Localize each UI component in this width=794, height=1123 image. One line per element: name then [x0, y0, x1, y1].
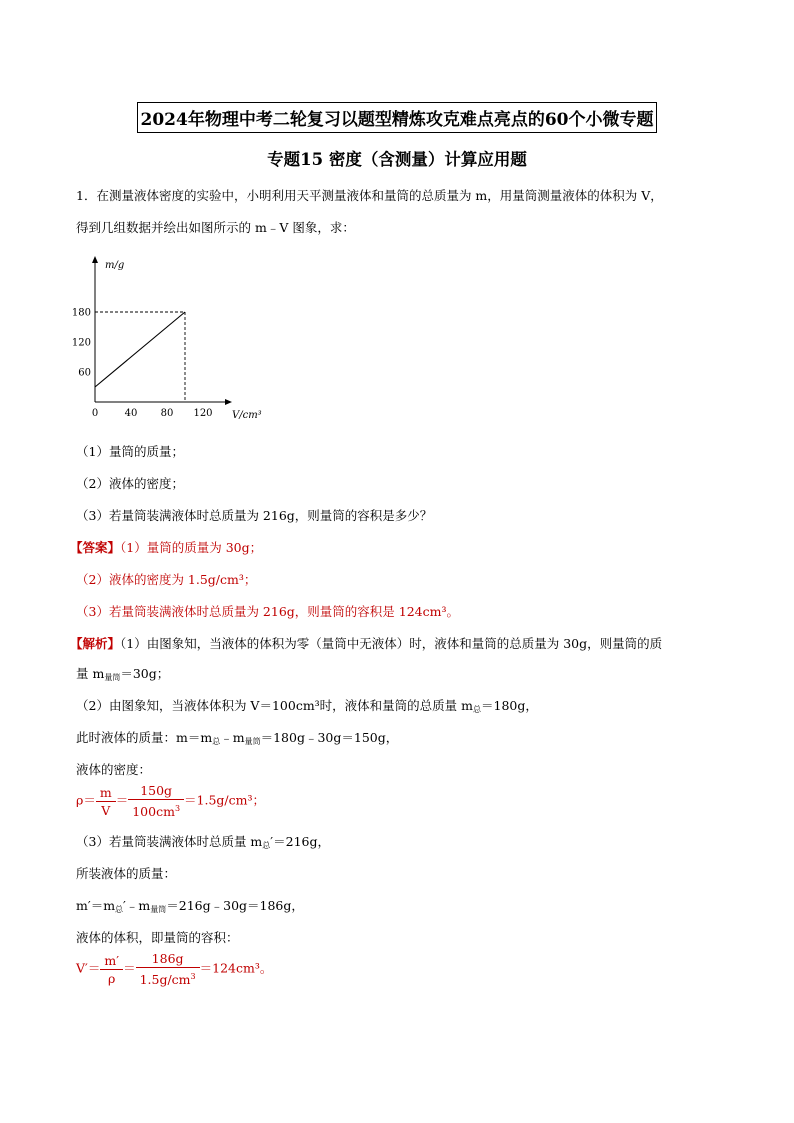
analysis-line-5: 液体的密度：	[76, 762, 152, 777]
v-eq: ＝	[123, 960, 136, 976]
analysis-line-2	[76, 664, 169, 688]
analysis-5-pre: （3）若量筒装满液体时总质量 m	[76, 834, 263, 849]
question-part-1: （1）量筒的质量；	[76, 444, 184, 459]
volume-formula	[76, 950, 272, 988]
y-tick-label: 60	[78, 367, 91, 379]
m-v-graph	[70, 252, 280, 422]
question-part-2: （2）液体的密度；	[76, 476, 184, 491]
analysis-5-sub: 总	[262, 841, 271, 850]
fraction-den: ρ	[108, 970, 116, 986]
analysis-line-8	[76, 896, 304, 920]
series-banner	[0, 102, 794, 133]
den-text: 100cm	[132, 804, 175, 819]
series-line	[95, 312, 185, 387]
answer-2: （2）液体的密度为 1.5g/cm³；	[76, 572, 257, 587]
question-part-3: （3）若量筒装满液体时总质量为 216g，则量筒的容积是多少？	[76, 508, 433, 523]
fraction-num: m′	[100, 952, 123, 970]
answer-line-1	[70, 538, 262, 558]
x-tick-label: 0	[91, 408, 99, 419]
y-tick-label: 120	[71, 337, 91, 349]
x-tick-label: 120	[193, 408, 213, 419]
rho-result: ＝1.5g/cm³；	[184, 792, 266, 808]
fraction-num: m	[96, 784, 116, 802]
den-sup: 3	[174, 804, 181, 813]
fraction-m-over-rho	[100, 952, 123, 987]
x-tick-label: 40	[124, 408, 138, 419]
analysis-line-1	[70, 634, 662, 654]
fraction-num: 186g	[136, 950, 200, 968]
answer-1: （1）量筒的质量为 30g；	[120, 540, 263, 555]
fraction-den: V	[101, 802, 111, 818]
analysis-line-3	[76, 696, 538, 720]
analysis-3-sub1: 总	[212, 737, 221, 746]
v-result: ＝124cm³。	[199, 960, 273, 976]
analysis-1b-pre: 量 m	[76, 666, 105, 681]
analysis-3-b: ﹣m	[220, 730, 245, 745]
rho-lhs: ρ＝	[76, 792, 96, 808]
analysis-3-label: 此时液体的质量：	[76, 730, 177, 745]
question-intro-line2: 得到几组数据并绘出如图所示的 m﹣V 图象，求：	[76, 220, 355, 235]
analysis-line-4	[76, 728, 398, 752]
analysis-line-7: 所装液体的质量：	[76, 866, 177, 881]
analysis-2-pre: （2）由图象知，当液体体积为 V＝100cm³时，液体和量筒的总质量 m	[76, 698, 474, 713]
analysis-7-sub1: 总	[115, 905, 124, 914]
rho-eq: ＝	[115, 792, 129, 808]
topic-title: 专题15 密度（含测量）计算应用题	[267, 150, 527, 169]
y-tick-label: 180	[71, 307, 91, 319]
x-tick-label: 80	[160, 408, 174, 419]
banner-title: 2024年物理中考二轮复习以题型精炼攻克难点亮点的60个小微专题	[137, 102, 658, 133]
analysis-line-6	[76, 832, 330, 856]
density-formula	[76, 782, 265, 820]
answer-3: （3）若量筒装满液体时总质量为 216g，则量筒的容积是 124cm³。	[76, 604, 459, 619]
analysis-line-9: 液体的体积，即量筒的容积：	[76, 930, 239, 945]
analysis-tag: 【解析】	[70, 636, 121, 651]
fraction-num: 150g	[128, 782, 184, 800]
v-lhs: V′＝	[76, 960, 101, 976]
analysis-1b-sub: 量筒	[104, 673, 121, 682]
fraction-150-over-100	[128, 782, 184, 820]
x-axis-label: V/cm³	[232, 410, 262, 421]
den-text: 1.5g/cm	[139, 972, 191, 987]
analysis-7-sub2: 量筒	[150, 905, 167, 914]
y-axis-label: m/g	[105, 260, 125, 271]
analysis-5-post: ′＝216g，	[270, 834, 330, 849]
den-sup: 3	[190, 972, 196, 981]
analysis-3-a: m＝m	[176, 730, 213, 745]
fraction-m-over-v	[96, 784, 116, 819]
analysis-7-c: ＝216g﹣30g＝186g，	[166, 898, 304, 913]
answer-tag: 【答案】	[70, 540, 121, 555]
analysis-1b-post: ＝30g；	[120, 666, 170, 681]
analysis-1a: （1）由图象知，当液体的体积为零（量筒中无液体）时，液体和量筒的总质量为 30g，则量筒的质	[120, 636, 663, 651]
analysis-3-c: ＝180g﹣30g＝150g，	[260, 730, 399, 745]
analysis-3-sub2: 量筒	[244, 737, 261, 746]
question-intro-line1: 1．在测量液体密度的实验中，小明利用天平测量液体和量筒的总质量为 m，用量筒测量液体的体积为 V，	[76, 188, 663, 203]
analysis-7-a: m′＝m	[76, 898, 116, 913]
analysis-2-post: ＝180g，	[481, 698, 538, 713]
fraction-186-over-1-5	[136, 950, 200, 988]
y-axis-arrow	[92, 256, 98, 263]
analysis-7-b: ′﹣m	[123, 898, 151, 913]
fraction-den	[128, 800, 184, 820]
fraction-den	[136, 968, 200, 988]
analysis-2-sub: 总	[473, 705, 482, 714]
x-axis-arrow	[225, 399, 232, 405]
